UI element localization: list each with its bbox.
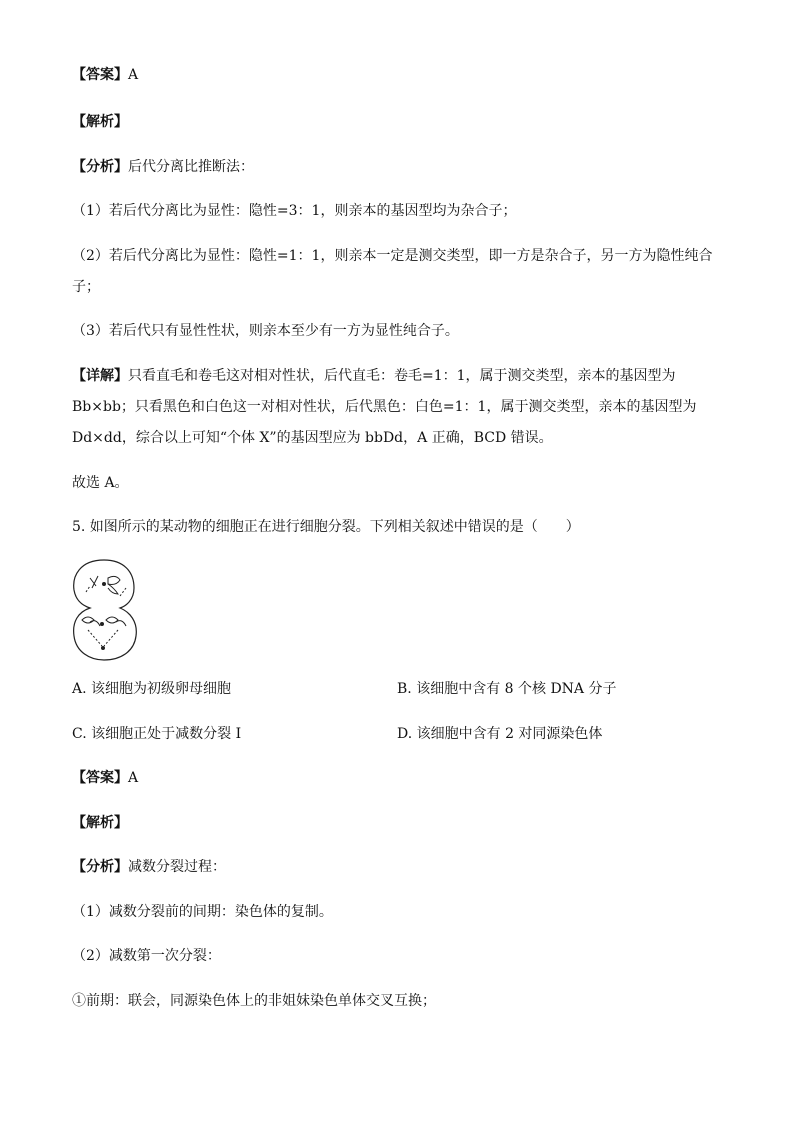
xiangjie-line-2: Bb×bb；只看黑色和白色这一对相对性状，后代黑色：白色=1：1，属于测交类型，亲本的基因型为 bbox=[72, 399, 697, 415]
meiosis-step-1: （1）减数分裂前的间期：染色体的复制。 bbox=[72, 904, 333, 920]
option-a: A. 该细胞为初级卵母细胞 bbox=[72, 681, 232, 697]
answer-tag: 【答案】 bbox=[72, 67, 128, 83]
answer-line bbox=[72, 65, 138, 85]
q5-answer-line bbox=[72, 768, 138, 788]
option-b: B. 该细胞中含有 8 个核 DNA 分子 bbox=[397, 681, 617, 697]
answer-value: A bbox=[128, 67, 139, 83]
meiosis-step-3: ①前期：联会，同源染色体上的非姐妹染色单体交叉互换； bbox=[72, 993, 436, 1009]
cell-division-figure bbox=[68, 556, 140, 662]
q5-answer-value: A bbox=[128, 770, 139, 786]
xiangjie-line-1 bbox=[72, 366, 676, 386]
fenxi-tag: 【分析】 bbox=[72, 159, 128, 175]
rule-2b: 子； bbox=[72, 279, 100, 295]
xiangjie-text-1: 只看直毛和卷毛这对相对性状，后代直毛：卷毛=1：1，属于测交类型，亲本的基因型为 bbox=[128, 368, 676, 384]
rule-2a: （2）若后代分离比为显性：隐性=1：1，则亲本一定是测交类型，即一方是杂合子，另一方为隐性纯合 bbox=[72, 248, 713, 264]
q5-fenxi-tag: 【分析】 bbox=[72, 859, 128, 875]
q5-analysis-tag: 【解析】 bbox=[72, 815, 128, 831]
option-d: D. 该细胞中含有 2 对同源染色体 bbox=[397, 726, 603, 742]
analysis-tag: 【解析】 bbox=[72, 114, 128, 130]
xiangjie-line-3: Dd×dd，综合以上可知“个体 X”的基因型应为 bbDd，A 正确，BCD 错误。 bbox=[72, 430, 553, 446]
q5-fenxi-line bbox=[72, 857, 226, 877]
q5-fenxi-text: 减数分裂过程： bbox=[128, 859, 226, 875]
conclusion: 故选 A。 bbox=[72, 475, 129, 491]
rule-1: （1）若后代分离比为显性：隐性=3：1，则亲本的基因型均为杂合子； bbox=[72, 203, 517, 219]
meiosis-step-2: （2）减数第一次分裂： bbox=[72, 948, 221, 964]
fenxi-line bbox=[72, 157, 254, 177]
rule-3: （3）若后代只有显性性状，则亲本至少有一方为显性纯合子。 bbox=[72, 323, 459, 339]
option-c: C. 该细胞正处于减数分裂 I bbox=[72, 726, 242, 742]
fenxi-text: 后代分离比推断法： bbox=[128, 159, 254, 175]
xiangjie-tag: 【详解】 bbox=[72, 368, 128, 384]
q5-stem: 5. 如图所示的某动物的细胞正在进行细胞分裂。下列相关叙述中错误的是（ ） bbox=[72, 519, 580, 535]
q5-answer-tag: 【答案】 bbox=[72, 770, 128, 786]
